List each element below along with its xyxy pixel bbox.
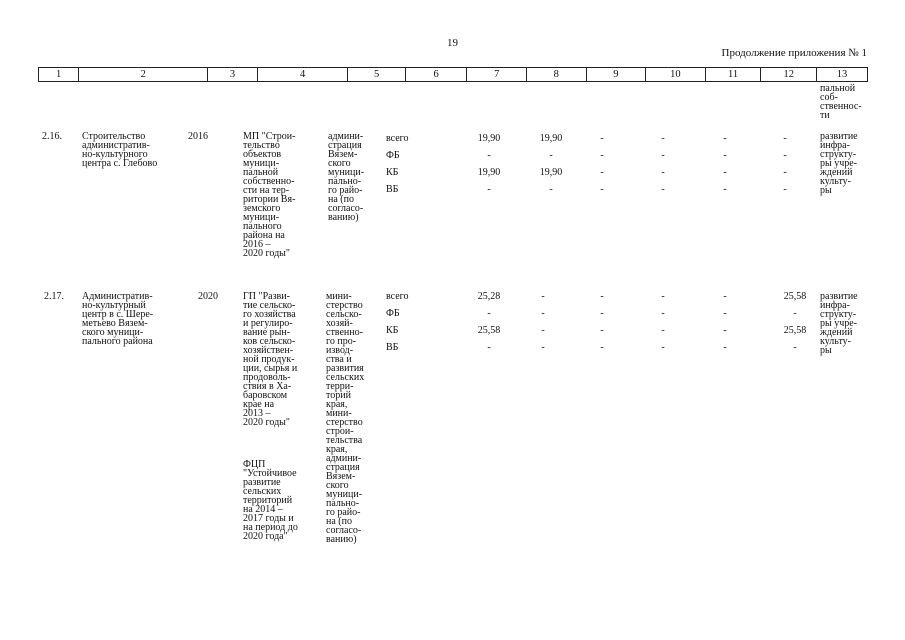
object-name: Строительство административ- но-культурного центра с. Глебово: [82, 131, 158, 169]
page-number: 19: [447, 37, 458, 49]
value-col11: - - - -: [723, 133, 727, 195]
program-text: ГП "Разви- тие сельско- го хозяйства и регулиро- вание рын- ков сельско- хозяйствен- ной продук- ции, сырья и продоволь- ствия в Ха- баровском крае на 2013 – 2020 годы": [243, 291, 298, 428]
column-header: 1: [39, 68, 79, 81]
column-header: 10: [646, 68, 706, 81]
value-col8: - - - -: [541, 291, 545, 353]
funding-sources: всего ФБ КБ ВБ: [386, 133, 409, 195]
row-number: 2.17.: [44, 291, 64, 302]
result-text: развитие инфра- структу- ры учре- ждений культу- ры: [820, 291, 858, 356]
value-col7: 25,28 - 25,58 -: [477, 291, 501, 353]
column-header: 4: [258, 68, 348, 81]
program-text: МП "Строи- тельство объектов муници- пальной собственно- сти на тер- ритории Вя- земского муници- пального района на 2016 – 2020 годы": [243, 131, 296, 259]
column-header: 12: [761, 68, 817, 81]
value-col8: 19,90 - 19,90 -: [539, 133, 563, 195]
row-number: 2.16.: [42, 131, 62, 142]
funding-sources: всего ФБ КБ ВБ: [386, 291, 409, 353]
table-header-row: [38, 67, 868, 82]
continuation-label: Продолжение приложения № 1: [721, 47, 867, 59]
object-name: Административ- но-культурный центр в с. Шере- метьево Вязем- ского муници- пального района: [82, 291, 154, 347]
value-col11: - - - -: [723, 291, 727, 353]
column-header: 2: [79, 68, 208, 81]
executor-text: админи- страция Вязем- ского муници- пально- го райо- на (по согласо- ванию): [328, 131, 365, 223]
value-col10: - - - -: [661, 291, 665, 353]
value-col12: 25,58 - 25,58 -: [783, 291, 807, 353]
executor-text: мини- стерство сельско- хозяй- ственно- го про- извод- ства и развития сельских терри- торий края, мини- стерство строи- тельства края, админи- страция Вязем- ского муници- пально- го райо- на (по согласо- ванию): [326, 291, 365, 545]
year: 2020: [198, 291, 218, 302]
value-col9: - - - -: [600, 133, 604, 195]
value-col7: 19,90 - 19,90 -: [477, 133, 501, 195]
result-text: развитие инфра- структу- ры учре- ждений культу- ры: [820, 131, 858, 196]
column-header: 8: [527, 68, 587, 81]
column-header: 6: [406, 68, 467, 81]
column-header: 3: [208, 68, 258, 81]
value-col9: - - - -: [600, 291, 604, 353]
carryover-text: пальной соб- ственнос- ти: [820, 83, 862, 121]
column-header: 9: [587, 68, 647, 81]
year: 2016: [188, 131, 208, 142]
column-header: 13: [836, 69, 848, 80]
value-col10: - - - -: [661, 133, 665, 195]
column-header: 5: [348, 68, 406, 81]
column-header: 11: [706, 68, 762, 81]
value-col12: - - - -: [783, 133, 787, 195]
column-header: 7: [467, 68, 527, 81]
program-text-secondary: ФЦП "Устойчивое развитие сельских территорий на 2014 – 2017 годы и на период до 2020 года": [243, 459, 298, 542]
